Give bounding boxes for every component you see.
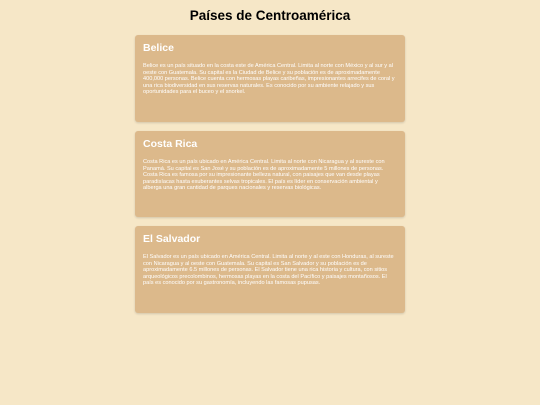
country-name: El Salvador — [143, 233, 201, 245]
country-card-costa-rica — [135, 131, 405, 217]
country-card-el-salvador — [135, 226, 405, 313]
country-description: Belice es un país situado en la costa este de América Central. Limita al norte con México y al sur y al oeste con Guatemala. Su capital es la Ciudad de Belice y su población es de aproximadamente 400,000 personas. Belice cuenta con hermosas playas caribeñas, impresionantes arrecifes de coral y una rica biodiversidad en sus reservas naturales. Es conocido por su ambiente relajado y sus oportunidades para el buceo y el snorkel. — [143, 63, 395, 96]
page-title: Países de Centroamérica — [189, 8, 351, 23]
country-card-belice — [135, 35, 405, 122]
country-description: Costa Rica es un país ubicado en América Central. Limita al norte con Nicaragua y al sureste con Panamá. Su capital es San José y su población es de aproximadamente 5 millones de personas. Costa Rica es famosa por su impresionante belleza natural, con paisajes que van desde playas paradisíacas hasta exuberantes selvas tropicales. El país es líder en conservación ambiental y alberga una gran cantidad de parques nacionales y reservas biológicas. — [143, 159, 385, 192]
country-description: El Salvador es un país ubicado en América Central. Limita al norte y al este con Honduras, al sureste con Nicaragua y al oeste con Guatemala. Su capital es San Salvador y su población es de aproximadamente 6.5 millones de personas. El Salvador tiene una rica historia y cultura, con sitios arqueológicos precolombinos, hermosas playas en la costa del Pacífico y paisajes montañosos. El país es conocido por su gastronomía, incluyendo las famosas pupusas. — [143, 254, 394, 287]
country-name: Costa Rica — [143, 138, 198, 150]
country-name: Belice — [143, 42, 174, 54]
